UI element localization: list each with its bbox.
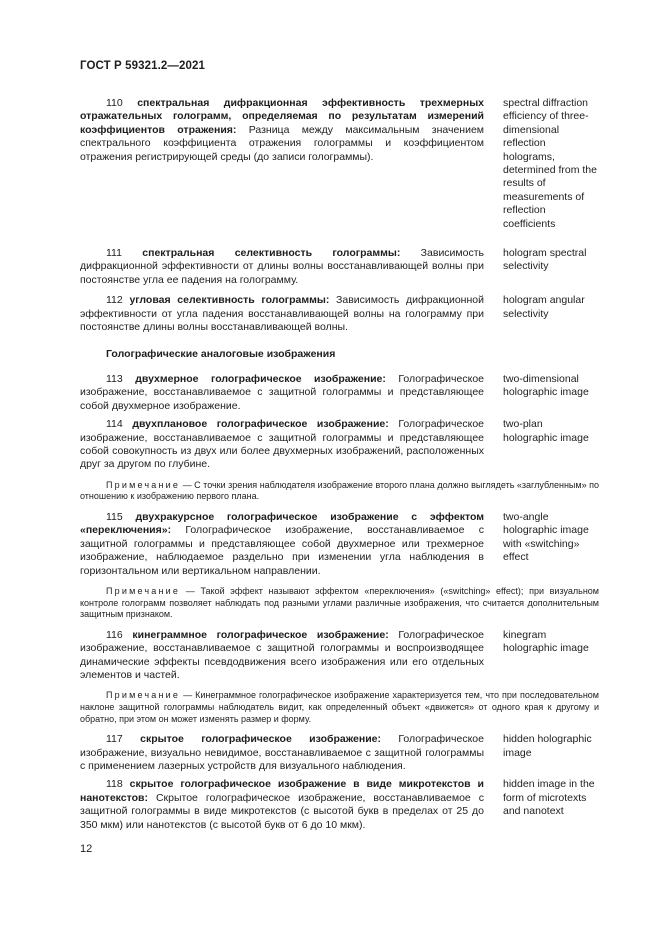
note-text: — Такой эффект называют эффектом «переключения» («switching» effect); при визуальном контроле голограмм позволяет наблюдать под разными углами различные изображения, что считается дополнительным защитным признаком. (80, 585, 599, 620)
term-english-equivalent: hologram spectral selectivity (503, 247, 587, 273)
term-russian (80, 778, 484, 832)
term-russian (80, 418, 484, 472)
term-russian (80, 247, 484, 287)
term-name: скрытое голографическое изображение в виде микротекстов и нанотекстов: (80, 778, 485, 804)
term-entry-116 (80, 629, 599, 683)
note-label: Примечание (106, 690, 181, 701)
term-definition: Голографическое изображение, восстанавливаемое с защитной голограммы и представляющее собой двухмерное изображение. (80, 372, 484, 412)
term-name: спектральная селективность голограммы: (142, 247, 401, 260)
term-english-equivalent: two-dimensional holographic image (503, 372, 589, 399)
term-definition: Скрытое голографическое изображение, восстанавливаемое с защитной голограммы в виде микротекстов (с высотой букв в пределах от 25 до 350 мкм) или нанотекстов (с высотой букв от 6 до 10 мкм). (80, 791, 484, 831)
term-english-equivalent: spectral diffraction efficiency of three-dimensional reflection holograms, determined from the results of measurements of reflection coefficients (503, 97, 597, 230)
term-name: угловая селективность голограммы: (129, 294, 330, 307)
term-name: двухмерное голографическое изображение: (135, 372, 386, 385)
term-russian (80, 294, 484, 334)
term-name: двухракурсное голографическое изображение с эффектом «переключения»: (80, 510, 484, 537)
term-number: 113 (106, 372, 123, 385)
term-entry-110 (80, 97, 599, 231)
terms-content (80, 97, 599, 832)
term-entry-114 (80, 418, 599, 472)
note-label: Примечание (106, 479, 181, 490)
term-definition: Голографическое изображение, восстанавливаемое с защитной голограммы и представляющее собой совокупность из двух или более двухмерных изображений, расположенных друг за другом по глубине. (80, 418, 484, 471)
term-number: 112 (106, 294, 123, 307)
term-name: двухплановое голографическое изображение: (132, 418, 389, 431)
term-entry-112 (80, 294, 599, 334)
term-english-equivalent: two-angle holographic image with «switching» effect (503, 510, 589, 564)
term-entry-117 (80, 733, 599, 773)
document-code-header: ГОСТ Р 59321.2—2021 (80, 60, 205, 72)
term-russian (80, 97, 484, 231)
section-heading: Голографические аналоговые изображения (106, 347, 336, 360)
term-russian (80, 511, 484, 578)
term-entry-115 (80, 511, 599, 578)
term-english-equivalent: hidden holographic image (503, 733, 592, 759)
term-entry-113 (80, 373, 599, 413)
note-text: — Кинеграммное голографическое изображение характеризуется тем, что при последовательном наклоне защитной голограммы наблюдатель видит, как определенный объект «движется» от одного края к другому и обратно, при этом он может изменять размер и форму. (80, 690, 599, 724)
term-english-equivalent: hologram angular selectivity (503, 294, 585, 320)
term-russian (80, 733, 484, 773)
term-entry-111 (80, 247, 599, 287)
term-definition: Голографическое изображение, визуально невидимое, восстанавливаемое с защитной голограммы с применением лазерных устройств для визуального наблюдения. (80, 733, 484, 772)
term-definition: Зависимость дифракционной эффективности от длины волны восстанавливающей волны при постоянстве угла ее падения на голограмму. (80, 247, 485, 286)
term-definition: Зависимость дифракционной эффективности от угла падения восстанавливающей волны на голограмму при постоянстве длины волны восстанавливающей волны. (80, 294, 484, 334)
term-english-equivalent: hidden image in the form of microtexts and nanotext (503, 778, 595, 818)
term-russian (80, 629, 484, 683)
term-name: кинеграммное голографическое изображение: (132, 628, 389, 641)
term-number: 114 (106, 418, 123, 431)
term-definition: Голографическое изображение, восстанавливаемое с защитной голограммы и воспроизводящее динамические эффекты псевдодвижения всего изображения или его отдельных элементов и частей. (80, 628, 484, 681)
term-number: 116 (106, 628, 123, 641)
note-text: — С точки зрения наблюдателя изображение второго плана должно выглядеть «заглубленным» по отношению к изображению первого плана. (80, 479, 599, 502)
term-name: спектральная дифракционная эффективность трехмерных отражательных голограмм, определяемая по результатам измерений коэффициентов отражения: (80, 97, 484, 136)
term-russian (80, 373, 484, 413)
note-label: Примечание (106, 585, 181, 596)
term-definition: Голографическое изображение, восстанавливаемое с защитной голограммы и представляющее собой двухмерное или трехмерное изображение, наблюдаемое раздельно при изменении угла наблюдения в горизонтальном или вертикальном направлении. (80, 524, 484, 577)
term-number: 111 (106, 247, 122, 260)
page-number: 12 (80, 843, 93, 855)
term-name: скрытое голографическое изображение: (140, 733, 381, 746)
note-2 (80, 586, 599, 621)
term-number: 115 (106, 510, 123, 523)
term-number: 117 (106, 733, 123, 746)
term-entry-118 (80, 778, 599, 832)
term-definition: Разница между максимальным значением спектрального коэффициента отражения голограммы и коэффициентом отражения регистрирующей среды (до записи голограммы). (80, 123, 485, 163)
note-3 (80, 690, 599, 725)
term-number: 110 (106, 97, 123, 109)
term-number: 118 (106, 778, 123, 791)
term-english-equivalent: two-plan holographic image (503, 418, 589, 444)
term-english-equivalent: kinegram holographic image (503, 628, 589, 655)
note-1 (80, 480, 599, 503)
